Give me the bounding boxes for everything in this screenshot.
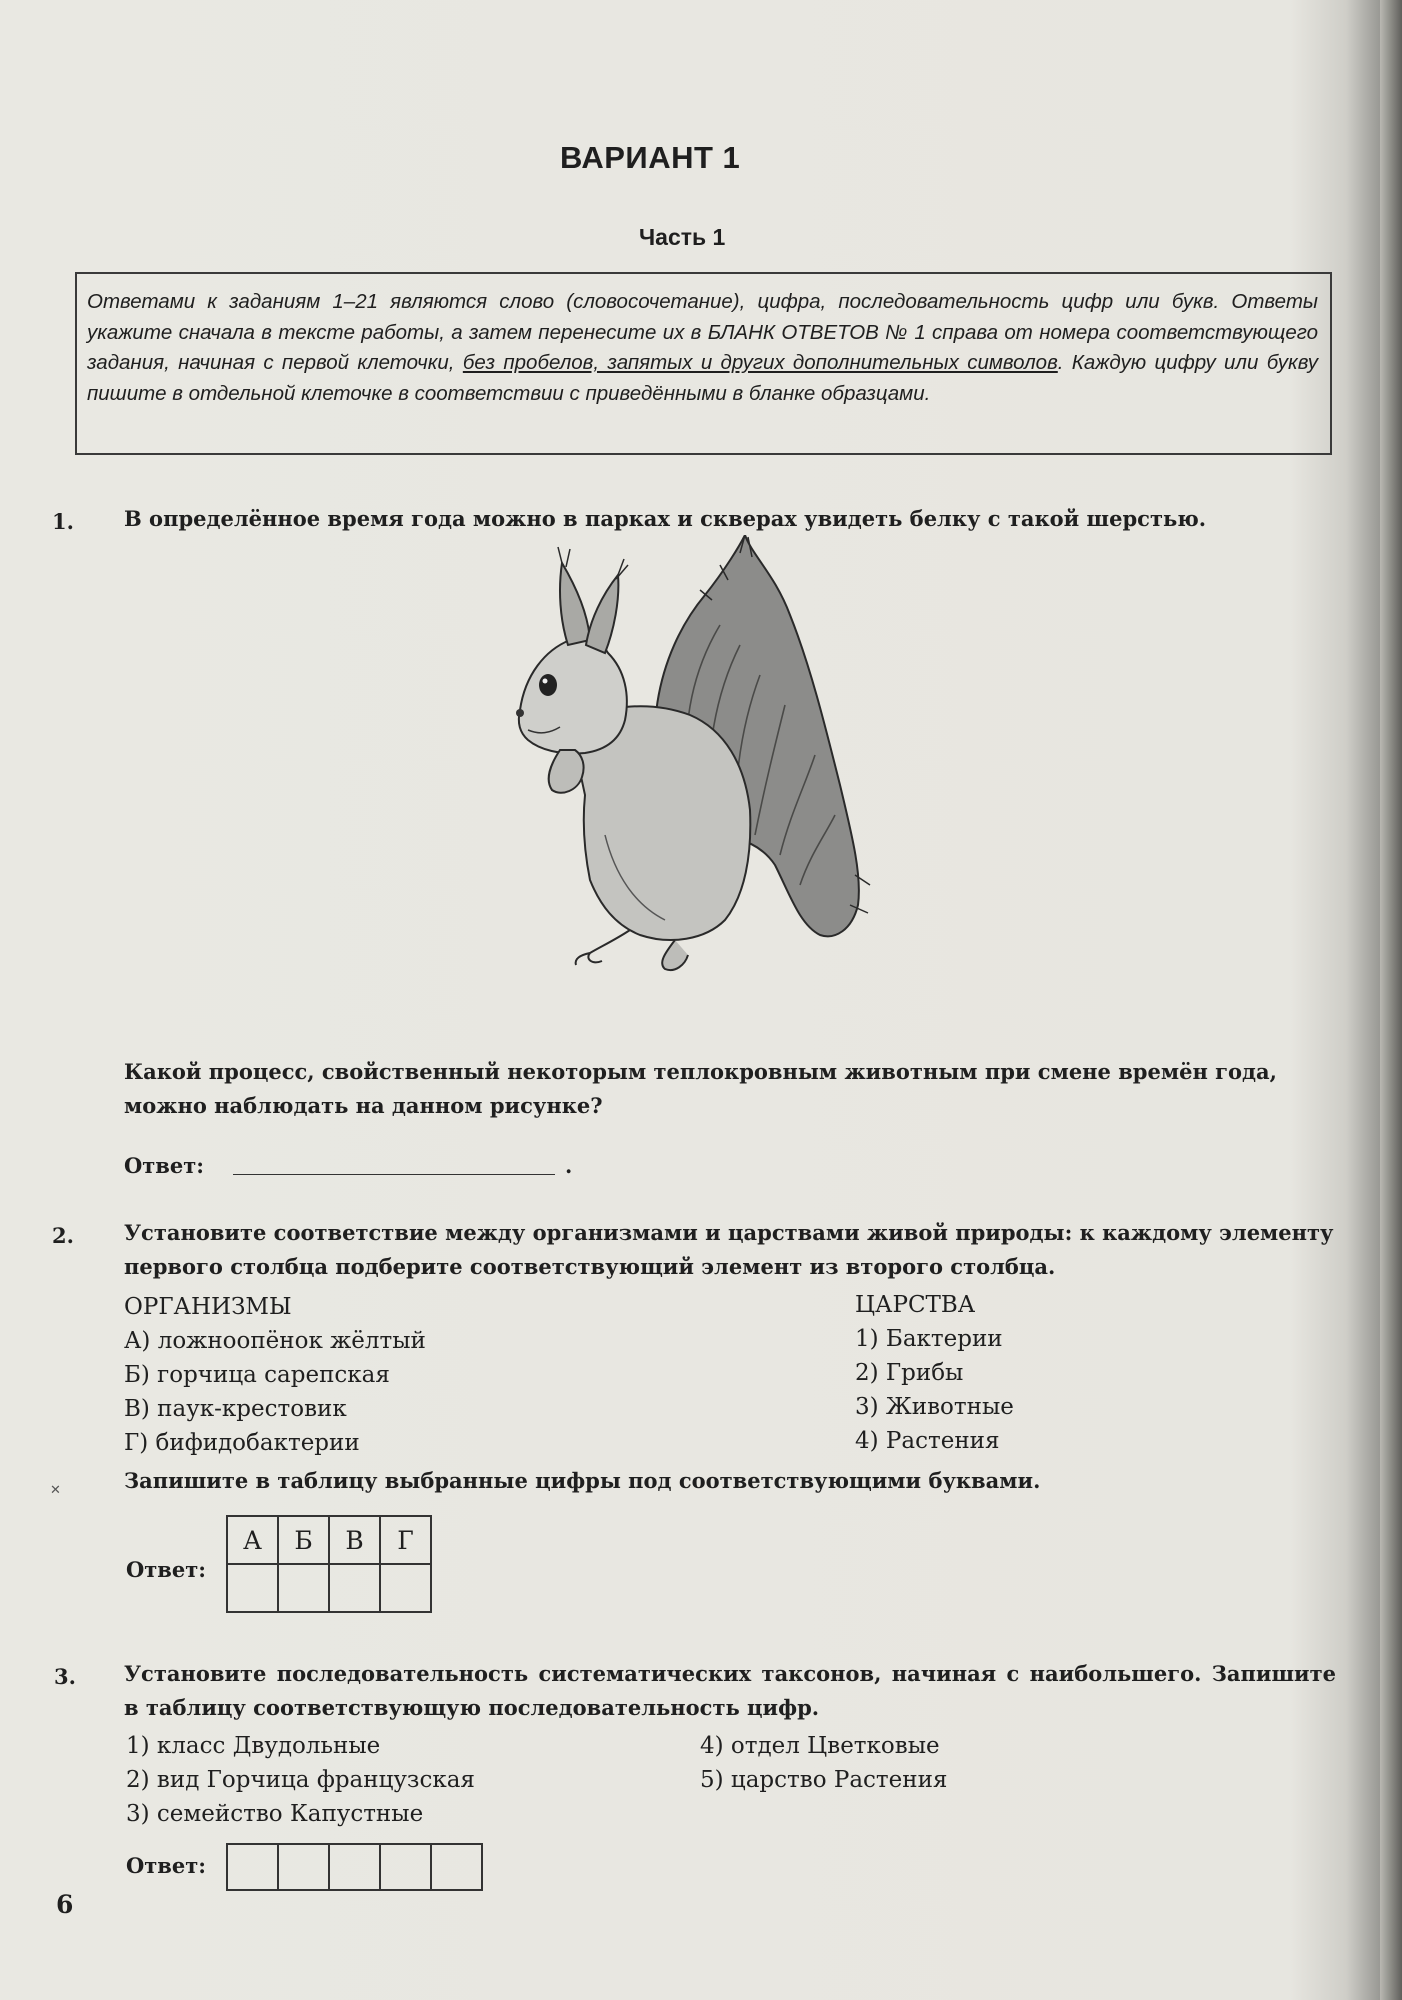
q2-right-item: 3) Животные (855, 1394, 1014, 1420)
q2-answer-cell[interactable] (380, 1564, 431, 1612)
variant-title: ВАРИАНТ 1 (560, 140, 741, 175)
q2-answer-cell[interactable] (278, 1564, 329, 1612)
q1-number: 1. (52, 509, 74, 534)
q1-answer-label: Ответ: (124, 1153, 205, 1178)
q3-answer-table (226, 1843, 483, 1891)
q3-item: 1) класс Двудольные (126, 1733, 381, 1759)
q3-answer-cell[interactable] (380, 1844, 431, 1890)
q2-instruction: Запишите в таблицу выбранные цифры под соответствующими буквами. (124, 1468, 1041, 1493)
q3-item: 3) семейство Капустные (126, 1801, 424, 1827)
q2-answer-label: Ответ: (126, 1557, 207, 1582)
q2-left-item: Г) бифидобактерии (124, 1430, 360, 1456)
instructions-box (75, 272, 1332, 455)
q2-number: 2. (52, 1223, 74, 1248)
q2-text: Установите соответствие между организмами и царствами живой природы: к каждому элементу первого столбца подберите соответствующий элемент из второго столбца. (124, 1220, 1334, 1279)
q2-left-item: Б) горчица сарепская (124, 1362, 390, 1388)
q2-right-item: 1) Бактерии (855, 1326, 1003, 1352)
squirrel-illustration (490, 535, 910, 1035)
q3-text: Установите последовательность систематических таксонов, начиная с наибольшего. Запишите в таблицу соответствующую последовательность цифр. (124, 1661, 1336, 1720)
q2-left-item: А) ложноопёнок жёлтый (124, 1328, 426, 1354)
q3-number: 3. (54, 1664, 76, 1689)
q2-right-item: 2) Грибы (855, 1360, 964, 1386)
q3-item: 5) царство Растения (700, 1767, 948, 1793)
q2-table-header: Г (380, 1516, 431, 1564)
q2-right-item: 4) Растения (855, 1428, 1000, 1454)
q1-question: Какой процесс, свойственный некоторым теплокровным животным при смене времён года, можно наблюдать на данном рисунке? (124, 1059, 1277, 1118)
book-spine-shadow (1380, 0, 1402, 2000)
q3-answer-cell[interactable] (431, 1844, 482, 1890)
q1-answer-field[interactable] (233, 1152, 555, 1175)
part-heading: Часть 1 (639, 224, 726, 250)
q2-left-item: В) паук-крестовик (124, 1396, 347, 1422)
q2-answer-cell[interactable] (329, 1564, 380, 1612)
q2-answer-table (226, 1515, 432, 1613)
q3-item: 2) вид Горчица французская (126, 1767, 475, 1793)
q2-answer-cell[interactable] (227, 1564, 278, 1612)
instructions-text-underlined: без пробелов, запятых и других дополнительных символов (462, 351, 1058, 374)
instructions-text-start: Ответами к заданиям 1–21 являются слово (словосочетание), цифра, последовательность цифр или букв. Ответы укажите сначала в тексте работы, а затем перенесите их в БЛАНК ОТВЕТОВ № 1 справа от номера соответствующего задания, начиная с первой клеточки, (87, 290, 1318, 374)
q2-left-header: ОРГАНИЗМЫ (124, 1294, 292, 1320)
q2-table-header: Б (278, 1516, 329, 1564)
q3-answer-cell[interactable] (278, 1844, 329, 1890)
q2-table-header: В (329, 1516, 380, 1564)
q2-table-header: А (227, 1516, 278, 1564)
q3-answer-cell[interactable] (227, 1844, 278, 1890)
q1-answer-end: . (565, 1153, 573, 1178)
margin-mark-icon: ✕ (50, 1483, 61, 1498)
q3-answer-cell[interactable] (329, 1844, 380, 1890)
q3-item: 4) отдел Цветковые (700, 1733, 940, 1759)
page-number: 6 (56, 1890, 74, 1919)
q2-right-header: ЦАРСТВА (855, 1292, 976, 1318)
q3-answer-label: Ответ: (126, 1853, 207, 1878)
q1-text: В определённое время года можно в парках и скверах увидеть белку с такой шерстью. (124, 506, 1207, 531)
instructions-text-end: . Каждую цифру или букву пишите в отдельной клеточке в соответствии с приведёнными в бланке образцами. (87, 351, 1318, 405)
